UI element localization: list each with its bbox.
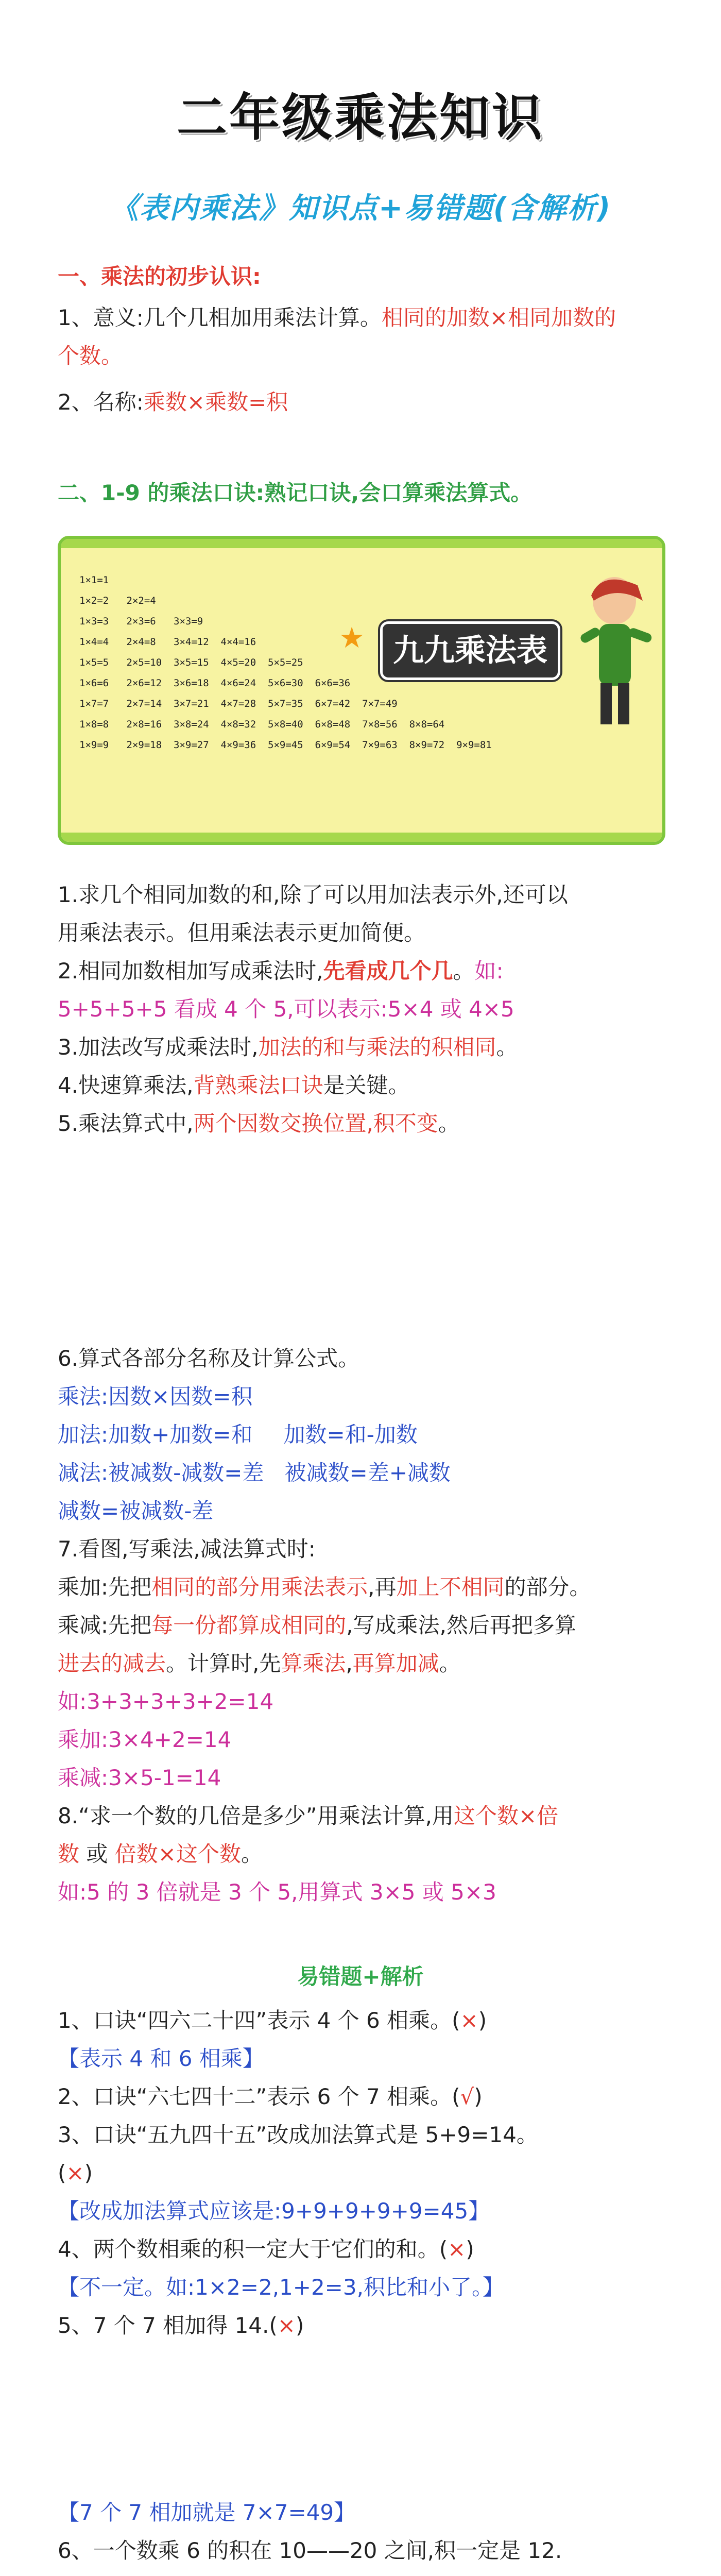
example-line-3: 乘减:3×5-1=14 xyxy=(58,1765,221,1790)
meaning-line-2 xyxy=(58,337,665,375)
point-5-highlight: 两个因数交换位置,积不变 xyxy=(193,1111,438,1136)
question-4-close: ) xyxy=(466,2236,474,2262)
rule-mul-sub-2 xyxy=(58,1645,665,1683)
answer-1: 【表示 4 和 6 相乘】 xyxy=(58,2046,264,2071)
question-3-close: ) xyxy=(84,2160,93,2185)
rule-mul-add-highlight-1: 相同的部分用乘法表示 xyxy=(151,1574,368,1600)
question-2-close: ) xyxy=(474,2084,483,2109)
table-row: 1×5=5 2×5=10 3×5=15 4×5=20 5×5=25 xyxy=(79,657,303,668)
point-2-example-label: 如: xyxy=(474,958,504,984)
table-row: 1×4=4 2×4=8 3×4=12 4×4=16 xyxy=(79,636,256,648)
banner-title: 九九乘法表 xyxy=(380,621,560,680)
rule-mul-sub-comma: , xyxy=(346,1651,353,1676)
point-2-text: 2.相同加数相加写成乘法时, xyxy=(58,958,323,984)
rule-mul-sub-text: 乘减:先把 xyxy=(58,1613,152,1638)
point-6-heading: 6.算式各部分名称及计算公式。 xyxy=(58,1346,360,1371)
meaning-highlight: 相同的加数×相同加数的 xyxy=(381,305,616,330)
question-5 xyxy=(58,2307,665,2345)
point-4-text: 4.快速算乘法, xyxy=(58,1073,194,1098)
rule-mul-sub-highlight: 每一份都算成相同的 xyxy=(151,1613,347,1638)
table-row: 1×1=1 xyxy=(79,574,109,586)
banner-bottom-stripe xyxy=(61,833,662,842)
point-5-line xyxy=(58,1105,665,1143)
formula-subtraction xyxy=(58,1454,665,1492)
point-7-heading: 7.看图,写乘法,减法算式时: xyxy=(58,1536,316,1562)
banner-top-stripe xyxy=(61,539,662,548)
naming-highlight: 乘数×乘数=积 xyxy=(143,389,288,415)
rule-mul-sub-mid: 。计算时,先 xyxy=(166,1651,281,1676)
example-line-1: 如:3+3+3+3+2=14 xyxy=(58,1689,274,1714)
question-5-close: ) xyxy=(295,2313,304,2338)
question-4-text: 4、两个数相乘的积一定大于它们的和。( xyxy=(58,2236,448,2262)
example-line-2: 乘加:3×4+2=14 xyxy=(58,1727,232,1752)
point-2-line-1 xyxy=(58,952,665,990)
question-3-open: ( xyxy=(58,2160,66,2185)
question-1-text: 1、口诀“四六二十四”表示 4 个 6 相乘。( xyxy=(58,2008,460,2033)
question-4 xyxy=(58,2230,665,2268)
rule-mul-sub-end-2: 。 xyxy=(439,1651,461,1676)
point-2-period: 。 xyxy=(453,958,475,984)
point-8-text: 8.“求一个数的几倍是多少”用乘法计算,用 xyxy=(58,1803,454,1828)
point-8-line-2 xyxy=(58,1835,665,1873)
question-3-line-1: 3、口诀“五九四十五”改成加法算式是 5+9=14。 xyxy=(58,2122,538,2147)
rule-mul-add-highlight-2: 加上不相同 xyxy=(396,1574,505,1600)
question-6-line-1: 6、一个数乘 6 的积在 10——20 之间,积一定是 12. xyxy=(58,2538,562,2563)
point-4-line xyxy=(58,1066,665,1105)
point-5-text: 5.乘法算式中, xyxy=(58,1111,194,1136)
point-4-highlight: 背熟乘法口诀 xyxy=(193,1073,323,1098)
answer-4: 【不一定。如:1×2=2,1+2=3,积比和小了。】 xyxy=(58,2275,504,2300)
section-heading-2: 二、1-9 的乘法口诀:熟记口诀,会口算乘法算式。 xyxy=(58,480,533,505)
rule-mul-sub-end: ,写成乘法,然后再把多算 xyxy=(346,1613,576,1638)
point-3-text: 3.加法改写成乘法时, xyxy=(58,1035,259,1060)
cartoon-figure-icon xyxy=(571,565,658,735)
rule-mul-sub-1 xyxy=(58,1606,665,1645)
formula-subtraction-1: 减法:被减数-减数=差 xyxy=(58,1460,264,1485)
point-4-end: 是关键。 xyxy=(323,1073,410,1098)
rule-mul-add-end: 的部分。 xyxy=(504,1574,591,1600)
point-8-line-1 xyxy=(58,1797,665,1835)
multiplication-table-banner xyxy=(58,536,665,845)
rule-mul-add-mid: ,再 xyxy=(368,1574,397,1600)
point-2-line-2: 5+5+5+5 看成 4 个 5,可以表示:5×4 或 4×5 xyxy=(58,996,514,1022)
point-8-line-3: 如:5 的 3 倍就是 3 个 5,用算式 3×5 或 5×3 xyxy=(58,1879,496,1905)
formula-subtraction-3: 减数=被减数-差 xyxy=(58,1498,214,1523)
star-icon: ★ xyxy=(339,621,365,655)
question-3-mark: × xyxy=(66,2160,84,2185)
rule-mul-add-text: 乘加:先把 xyxy=(58,1574,152,1600)
rule-mul-sub-highlight-3: 算乘法 xyxy=(281,1651,346,1676)
point-8-highlight-2: 数 xyxy=(58,1841,80,1867)
rule-mul-add xyxy=(58,1568,665,1606)
point-8-highlight: 这个数×倍 xyxy=(453,1803,559,1828)
meaning-highlight-2: 个数。 xyxy=(58,343,123,368)
point-8-end: 。 xyxy=(241,1841,263,1867)
point-2-highlight: 先看成几个几 xyxy=(323,958,453,984)
question-4-mark: × xyxy=(448,2236,466,2262)
answer-3: 【改成加法算式应该是:9+9+9+9+9=45】 xyxy=(58,2198,490,2224)
question-1-close: ) xyxy=(478,2008,487,2033)
question-2 xyxy=(58,2078,665,2116)
naming-text: 2、名称: xyxy=(58,389,144,415)
rule-mul-sub-highlight-4: 再算加减 xyxy=(352,1651,439,1676)
question-2-text: 2、口诀“六七四十二”表示 6 个 7 相乘。( xyxy=(58,2084,460,2109)
table-row: 1×9=9 2×9=18 3×9=27 4×9=36 5×9=45 6×9=54 7×9=63 8×9=72 9×9=81 xyxy=(79,739,492,751)
table-row: 1×6=6 2×6=12 3×6=18 4×6=24 5×6=30 6×6=36 xyxy=(79,677,351,689)
question-5-text: 5、7 个 7 相加得 14.( xyxy=(58,2313,278,2338)
table-row: 1×2=2 2×2=4 xyxy=(79,595,156,606)
question-3-line-2 xyxy=(58,2154,665,2192)
rule-mul-sub-highlight-2: 进去的减去 xyxy=(58,1651,166,1676)
page-subtitle: 《表内乘法》知识点+易错题(含解析) xyxy=(109,192,612,225)
point-3-end: 。 xyxy=(496,1035,518,1060)
question-1-mark: × xyxy=(460,2008,478,2033)
formula-addition-2: 加数=和-加数 xyxy=(283,1422,418,1447)
question-2-mark: √ xyxy=(460,2084,474,2109)
naming-line xyxy=(58,383,665,421)
table-row: 1×7=7 2×7=14 3×7=21 4×7=28 5×7=35 6×7=42 7×7=49 xyxy=(79,698,398,709)
errors-heading: 易错题+解析 xyxy=(297,1964,424,1989)
point-1-line-2: 用乘法表示。但用乘法表示更加简便。 xyxy=(58,920,426,945)
question-5-mark: × xyxy=(277,2313,296,2338)
point-8-or: 或 xyxy=(86,1841,108,1867)
page-title: 二年级乘法知识 xyxy=(176,89,544,147)
meaning-text: 1、意义:几个几相加用乘法计算。 xyxy=(58,305,382,330)
table-row: 1×3=3 2×3=6 3×3=9 xyxy=(79,616,203,627)
question-6-line-2 xyxy=(58,2570,665,2576)
point-3-line xyxy=(58,1028,665,1066)
formula-multiplication: 乘法:因数×因数=积 xyxy=(58,1384,253,1409)
table-row: 1×8=8 2×8=16 3×8=24 4×8=32 5×8=40 6×8=48 7×8=56 8×8=64 xyxy=(79,719,445,730)
question-1 xyxy=(58,2002,665,2040)
point-3-highlight: 加法的和与乘法的积相同 xyxy=(258,1035,496,1060)
formula-addition xyxy=(58,1416,665,1454)
section-heading-1: 一、乘法的初步认识: xyxy=(58,264,261,289)
answer-5: 【7 个 7 相加就是 7×7=49】 xyxy=(58,2500,356,2525)
point-5-end: 。 xyxy=(438,1111,460,1136)
formula-addition-1: 加法:加数+加数=和 xyxy=(58,1422,253,1447)
formula-subtraction-2: 被减数=差+减数 xyxy=(284,1460,451,1485)
point-1-line-1: 1.求几个相同加数的和,除了可以用加法表示外,还可以 xyxy=(58,882,568,907)
meaning-line xyxy=(58,299,665,337)
point-8-highlight-3: 倍数×这个数 xyxy=(114,1841,241,1867)
